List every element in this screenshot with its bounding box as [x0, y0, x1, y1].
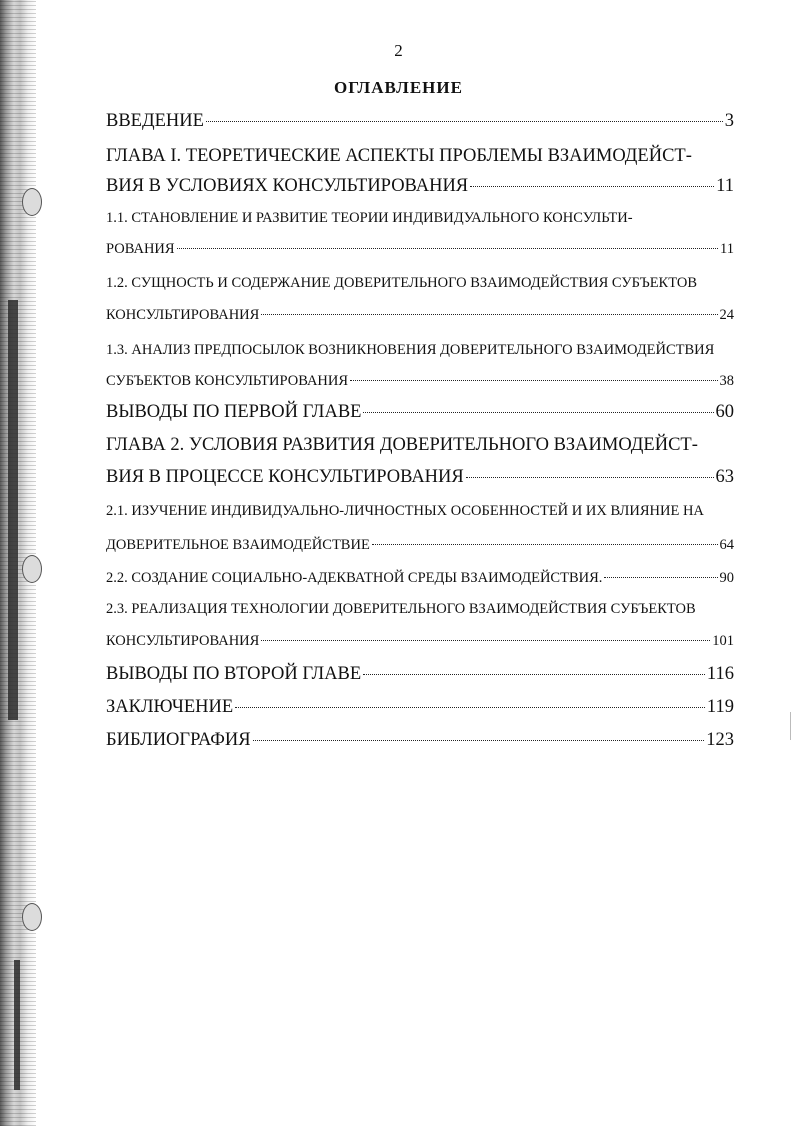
leader-dots	[363, 412, 713, 413]
toc-entry-page: 24	[719, 307, 734, 323]
toc-entry-text: 2.1. ИЗУЧЕНИЕ ИНДИВИДУАЛЬНО-ЛИЧНОСТНЫХ ОСОБЕННОСТЕЙ И ИХ ВЛИЯНИЕ НА	[106, 503, 704, 519]
toc-entry-text: КОНСУЛЬТИРОВАНИЯ	[106, 307, 260, 323]
leader-dots	[470, 186, 714, 187]
toc-entry-2-1-line2[interactable]	[106, 537, 734, 554]
toc-entry-text: 1.3. АНАЛИЗ ПРЕДПОСЫЛОК ВОЗНИКНОВЕНИЯ ДОВЕРИТЕЛЬНОГО ВЗАИМОДЕЙСТВИЯ	[106, 342, 715, 358]
toc-entry-text: ВЫВОДЫ ПО ПЕРВОЙ ГЛАВЕ	[106, 402, 362, 422]
leader-dots	[261, 314, 717, 315]
toc-entry-1-3-line2[interactable]	[106, 373, 734, 390]
toc-entry-text: ВИЯ В ПРОЦЕССЕ КОНСУЛЬТИРОВАНИЯ	[106, 467, 464, 487]
toc-entry-page: 11	[720, 241, 734, 257]
leader-dots	[177, 248, 718, 249]
punch-hole-middle	[22, 555, 42, 583]
toc-entry-text: СУБЪЕКТОВ КОНСУЛЬТИРОВАНИЯ	[106, 373, 349, 389]
toc-entry-text: ВИЯ В УСЛОВИЯХ КОНСУЛЬТИРОВАНИЯ	[106, 176, 469, 196]
toc-entry-page: 63	[715, 467, 734, 487]
toc-entry-page: 101	[712, 633, 734, 649]
toc-entry-text: ВЫВОДЫ ПО ВТОРОЙ ГЛАВЕ	[106, 664, 362, 684]
page-number: 2	[394, 41, 403, 60]
toc-entry-page: 119	[706, 697, 734, 717]
toc-entry-page: 116	[706, 664, 734, 684]
toc-entry-page: 38	[719, 373, 734, 389]
toc-entry-conclusions-chapter1[interactable]	[106, 402, 734, 423]
margin-mark	[790, 712, 791, 740]
toc-entry-text: ЗАКЛЮЧЕНИЕ	[106, 697, 234, 717]
toc-entry-1-2-line2[interactable]	[106, 307, 734, 324]
toc-entry-page: 11	[716, 176, 734, 196]
toc-entry-text: 2.2. СОЗДАНИЕ СОЦИАЛЬНО-АДЕКВАТНОЙ СРЕДЫ ВЗАИМОДЕЙСТВИЯ.	[106, 570, 603, 586]
toc-entry-chapter1-line1[interactable]	[106, 146, 734, 167]
toc-entry-page: 123	[706, 730, 734, 750]
leader-dots	[363, 674, 705, 675]
toc-entry-text: ГЛАВА I. ТЕОРЕТИЧЕСКИЕ АСПЕКТЫ ПРОБЛЕМЫ ВЗАИМОДЕЙСТ-	[106, 146, 692, 166]
toc-entry-2-1-line1[interactable]	[106, 503, 734, 520]
toc-entry-text: 1.2. СУЩНОСТЬ И СОДЕРЖАНИЕ ДОВЕРИТЕЛЬНОГО ВЗАИМОДЕЙСТВИЯ СУБЪЕКТОВ	[106, 275, 698, 291]
toc-entry-text: ВВЕДЕНИЕ	[106, 111, 204, 131]
leader-dots	[604, 577, 717, 578]
toc-entry-2-3-line2[interactable]	[106, 633, 734, 650]
toc-entry-text: КОНСУЛЬТИРОВАНИЯ	[106, 633, 260, 649]
leader-dots	[350, 380, 717, 381]
leader-dots	[253, 740, 705, 741]
toc-entry-text: 1.1. СТАНОВЛЕНИЕ И РАЗВИТИЕ ТЕОРИИ ИНДИВИДУАЛЬНОГО КОНСУЛЬТИ-	[106, 210, 633, 226]
toc-entry-bibliography[interactable]	[106, 730, 734, 751]
toc-entry-1-1-line2[interactable]	[106, 241, 734, 258]
toc-entry-1-3-line1[interactable]	[106, 342, 734, 359]
leader-dots	[235, 707, 705, 708]
binding-shadow-lower	[14, 960, 20, 1090]
toc-entry-chapter1-line2[interactable]	[106, 176, 734, 197]
leader-dots	[372, 544, 718, 545]
toc-entry-text: РОВАНИЯ	[106, 241, 175, 257]
toc-entry-conclusion[interactable]	[106, 697, 734, 718]
toc-entry-text: 2.3. РЕАЛИЗАЦИЯ ТЕХНОЛОГИИ ДОВЕРИТЕЛЬНОГО ВЗАИМОДЕЙСТВИЯ СУБЪЕКТОВ	[106, 601, 696, 617]
toc-entry-2-3-line1[interactable]	[106, 601, 734, 618]
toc-entry-chapter2-line1[interactable]	[106, 435, 734, 456]
toc-title: ОГЛАВЛЕНИЕ	[334, 78, 463, 97]
toc-entry-text: БИБЛИОГРАФИЯ	[106, 730, 251, 750]
toc-entry-text: ДОВЕРИТЕЛЬНОЕ ВЗАИМОДЕЙСТВИЕ	[106, 537, 370, 553]
binding-shadow	[8, 300, 18, 720]
toc-entry-page: 90	[719, 570, 734, 586]
toc-entry-chapter2-line2[interactable]	[106, 467, 734, 488]
leader-dots	[261, 640, 710, 641]
toc-entry-text: ГЛАВА 2. УСЛОВИЯ РАЗВИТИЯ ДОВЕРИТЕЛЬНОГО ВЗАИМОДЕЙСТ-	[106, 435, 698, 455]
toc-entry-1-1-line1[interactable]	[106, 210, 734, 227]
toc-entry-2-2[interactable]	[106, 570, 734, 587]
toc-entry-page: 60	[715, 402, 734, 422]
punch-hole-bottom	[22, 903, 42, 931]
toc-entry-page: 64	[719, 537, 734, 553]
leader-dots	[206, 121, 723, 122]
toc-entry-page: 3	[724, 111, 734, 131]
toc-entry-1-2-line1[interactable]	[106, 275, 734, 292]
punch-hole-top	[22, 188, 42, 216]
toc-entry-introduction[interactable]	[106, 111, 734, 132]
toc-entry-conclusions-chapter2[interactable]	[106, 664, 734, 685]
leader-dots	[466, 477, 714, 478]
